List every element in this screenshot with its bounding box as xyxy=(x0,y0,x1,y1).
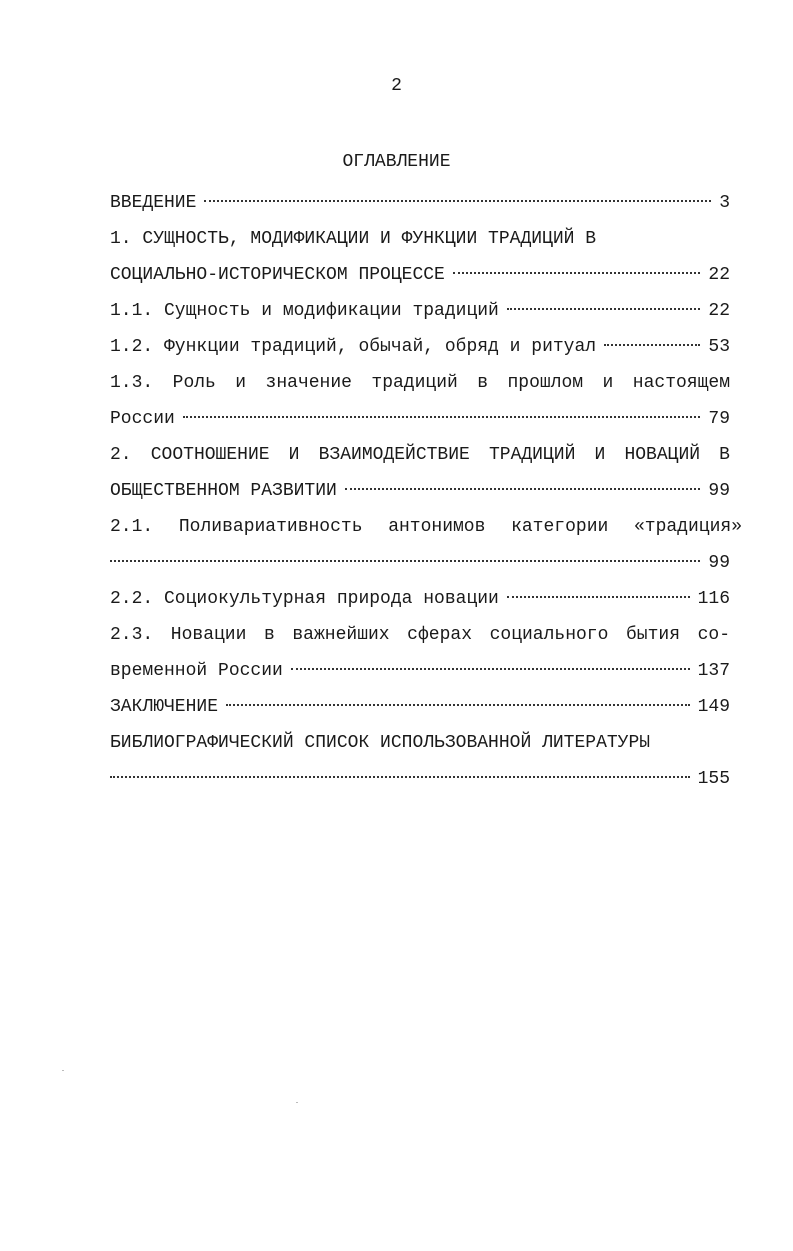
toc-entry-1-3-line1[interactable] xyxy=(110,365,730,401)
toc-entry-text: СОЦИАЛЬНО-ИСТОРИЧЕСКОМ ПРОЦЕССЕ xyxy=(110,265,445,285)
toc-page-number: 79 xyxy=(708,409,730,429)
toc-entry-text: ЗАКЛЮЧЕНИЕ xyxy=(110,697,219,717)
toc-entry-text: 1. СУЩНОСТЬ, МОДИФИКАЦИИ И ФУНКЦИИ ТРАДИЦИЙ В xyxy=(110,229,597,249)
toc-entry-2-3-line2[interactable] xyxy=(110,653,730,689)
toc-page-number: 137 xyxy=(697,661,730,681)
toc-entry-chapter1-line1[interactable] xyxy=(110,221,730,257)
leader-dots xyxy=(110,776,690,778)
toc-title: ОГЛАВЛЕНИЕ xyxy=(342,152,451,172)
toc-page-number: 53 xyxy=(708,337,730,357)
toc-entry-text: БИБЛИОГРАФИЧЕСКИЙ СПИСОК ИСПОЛЬЗОВАННОЙ ЛИТЕРАТУРЫ xyxy=(110,733,651,753)
toc-entry-bibliography-line1[interactable] xyxy=(110,725,730,761)
toc-entry-2-1-line2[interactable] xyxy=(110,545,730,581)
toc-page-number: 99 xyxy=(708,553,730,573)
toc-entry-conclusion[interactable] xyxy=(110,689,730,725)
toc-entry-1-3-line2[interactable] xyxy=(110,401,730,437)
toc-entry-chapter2-line1[interactable] xyxy=(110,437,730,473)
leader-dots xyxy=(226,704,690,706)
toc-entry-1-1[interactable] xyxy=(110,293,730,329)
toc-entry-text: 2.1. Поливариативность антонимов категории «традиция» xyxy=(110,517,742,537)
table-of-contents xyxy=(110,185,742,797)
toc-entry-chapter2-line2[interactable] xyxy=(110,473,730,509)
toc-entry-text: 2.2. Социокультурная природа новации xyxy=(110,589,499,609)
toc-page-number: 155 xyxy=(697,769,730,789)
toc-entry-2-1-line1[interactable] xyxy=(110,509,742,545)
toc-page-number: 3 xyxy=(719,193,730,213)
toc-page-number: 22 xyxy=(708,265,730,285)
toc-page-number: 149 xyxy=(697,697,730,717)
toc-entry-2-2[interactable] xyxy=(110,581,730,617)
leader-dots xyxy=(110,560,700,562)
leader-dots xyxy=(204,200,711,202)
toc-entry-text: ОБЩЕСТВЕННОМ РАЗВИТИИ xyxy=(110,481,337,501)
toc-page-number: 99 xyxy=(708,481,730,501)
leader-dots xyxy=(345,488,701,490)
toc-entry-text: 1.2. Функции традиций, обычай, обряд и ритуал xyxy=(110,337,597,357)
toc-entry-text: 1.3. Роль и значение традиций в прошлом и настоящем xyxy=(110,373,730,393)
leader-dots xyxy=(183,416,701,418)
toc-entry-chapter1-line2[interactable] xyxy=(110,257,730,293)
toc-page-number: 22 xyxy=(708,301,730,321)
leader-dots xyxy=(507,308,701,310)
toc-entry-text: 1.1. Сущность и модификации традиций xyxy=(110,301,499,321)
toc-entry-text: России xyxy=(110,409,175,429)
scan-speck xyxy=(296,1102,298,1103)
leader-dots xyxy=(453,272,701,274)
leader-dots xyxy=(291,668,690,670)
toc-entry-bibliography-line2[interactable] xyxy=(110,761,730,797)
toc-entry-1-2[interactable] xyxy=(110,329,730,365)
toc-entry-2-3-line1[interactable] xyxy=(110,617,730,653)
toc-page-number: 116 xyxy=(697,589,730,609)
page-number: 2 xyxy=(391,76,402,96)
toc-entry-text: временной России xyxy=(110,661,283,681)
scan-speck xyxy=(62,1070,64,1071)
toc-entry-text: 2.3. Новации в важнейших сферах социального бытия со- xyxy=(110,625,730,645)
toc-entry-text: 2. СООТНОШЕНИЕ И ВЗАИМОДЕЙСТВИЕ ТРАДИЦИЙ И НОВАЦИЙ В xyxy=(110,445,730,465)
toc-entry-text: ВВЕДЕНИЕ xyxy=(110,193,197,213)
toc-entry-intro[interactable] xyxy=(110,185,730,221)
leader-dots xyxy=(604,344,700,346)
leader-dots xyxy=(507,596,690,598)
